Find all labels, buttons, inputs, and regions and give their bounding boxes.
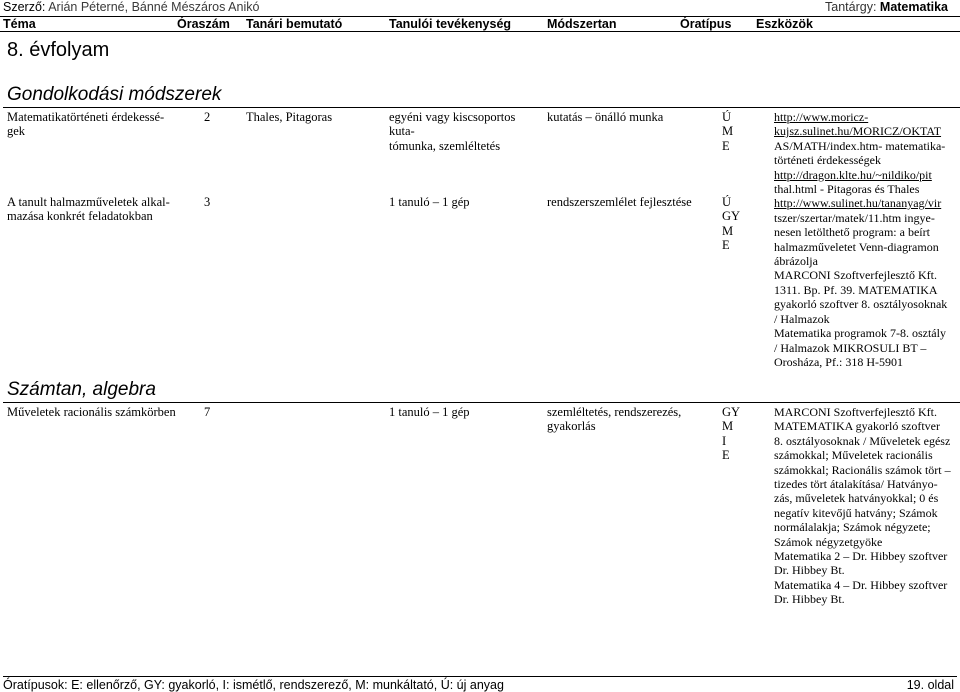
resource-line: Dr. Hibbey Bt. bbox=[774, 592, 845, 607]
row-type: Ú GY M E bbox=[722, 195, 741, 253]
grade-title: 8. évfolyam bbox=[7, 39, 110, 61]
resource-line: negatív kitevőjű hatvány; Számok bbox=[774, 505, 938, 520]
resources-list bbox=[774, 405, 960, 607]
subject-label: Tantárgy: bbox=[825, 0, 877, 14]
resource-line: 1311. Bp. Pf. 39. MATEMATIKA bbox=[774, 282, 938, 297]
column-header-type: Óratípus bbox=[680, 17, 732, 31]
row-method: szemléltetés, rendszerezés, gyakorlás bbox=[547, 405, 682, 434]
row-type: GY M I E bbox=[722, 405, 741, 463]
row-demo: 1 tanuló – 1 gép bbox=[389, 195, 470, 209]
lesson-type-legend: Óratípusok: E: ellenőrző, GY: gyakorló, I: ismétlő, rendszerező, M: munkáltató, Ú: új anyag bbox=[3, 678, 504, 692]
resource-line: tizedes tört átalakítása/ Hatványo- bbox=[774, 477, 938, 492]
row-method: kutatás – önálló munka bbox=[547, 110, 664, 124]
row-demo: Thales, Pitagoras bbox=[246, 110, 333, 124]
row-demo: 1 tanuló – 1 gép bbox=[389, 405, 470, 419]
resource-line: Orosháza, Pf.: 318 H-5901 bbox=[774, 354, 903, 369]
column-header-method: Módszertan bbox=[547, 17, 617, 31]
section-divider bbox=[3, 107, 960, 108]
row-hours: 3 bbox=[204, 195, 211, 209]
resource-line: számokkal; Racionális számok tört – bbox=[774, 462, 951, 477]
resource-line: thal.html - Pitagoras és Thales bbox=[774, 182, 920, 197]
footer-divider bbox=[3, 676, 957, 677]
column-header-bar bbox=[0, 16, 960, 32]
resource-line: MATEMATIKA gyakorló szoftver bbox=[774, 419, 940, 434]
resource-line: Matematika programok 7-8. osztály bbox=[774, 326, 946, 341]
column-header-hours: Óraszám bbox=[177, 17, 230, 31]
resource-line: / Halmazok bbox=[774, 311, 830, 326]
column-header-activity: Tanulói tevékenység bbox=[389, 17, 512, 31]
resource-line: Dr. Hibbey Bt. bbox=[774, 563, 845, 578]
row-topic: A tanult halmazműveletek alkal- mazása konkrét feladatokban bbox=[7, 195, 170, 224]
resource-line: Számok négyzetgyöke bbox=[774, 534, 883, 549]
resource-link[interactable]: http://www.moricz- bbox=[774, 110, 869, 124]
resource-link[interactable]: http://dragon.klte.hu/~nildiko/pit bbox=[774, 167, 932, 182]
page-number: 19. oldal bbox=[906, 678, 954, 692]
author-value: Arián Péterné, Bánné Mészáros Anikó bbox=[48, 0, 260, 14]
row-topic: Matematikatörténeti érdekessé- gek bbox=[7, 110, 165, 139]
section-title-arithmetic-algebra: Számtan, algebra bbox=[7, 379, 156, 400]
author-line bbox=[3, 0, 259, 14]
resource-link[interactable]: kujsz.sulinet.hu/MORICZ/OKTAT bbox=[774, 124, 942, 139]
subject-value: Matematika bbox=[879, 0, 948, 14]
resource-link[interactable]: http://www.sulinet.hu/tananyag/vir bbox=[774, 196, 942, 211]
resource-line: számokkal; Műveletek racionális bbox=[774, 448, 933, 463]
resource-line: MARCONI Szoftverfejlesztő Kft. bbox=[774, 268, 937, 283]
row-hours: 7 bbox=[204, 405, 211, 419]
row-type: Ú M E bbox=[722, 110, 734, 153]
subject-line bbox=[825, 0, 948, 14]
section-title-thinking-methods: Gondolkodási módszerek bbox=[7, 84, 222, 105]
resource-line: 8. osztályosoknak / Műveletek egész bbox=[774, 433, 951, 448]
resource-line: MARCONI Szoftverfejlesztő Kft. bbox=[774, 405, 937, 419]
author-label: Szerző: bbox=[3, 0, 46, 14]
resource-line: Matematika 2 – Dr. Hibbey szoftver bbox=[774, 549, 948, 564]
resource-line: tszer/szertar/matek/11.htm ingye- bbox=[774, 210, 935, 225]
resource-line: nesen letölthető program: a beírt bbox=[774, 225, 930, 240]
resources-list bbox=[774, 110, 960, 369]
resource-line: zás, műveletek hatványokkal; 0 és bbox=[774, 491, 939, 506]
resource-line: ábrázolja bbox=[774, 254, 818, 269]
resource-line: AS/MATH/index.htm- matematika- bbox=[774, 138, 946, 153]
row-topic: Műveletek racionális számkörben bbox=[7, 405, 176, 419]
resource-line: halmazműveletet Venn-diagramon bbox=[774, 239, 939, 254]
resource-line: normálalakja; Számok négyzete; bbox=[774, 520, 931, 535]
column-header-topic: Téma bbox=[3, 17, 36, 31]
row-hours: 2 bbox=[204, 110, 211, 124]
resource-line: történeti érdekességek bbox=[774, 153, 881, 168]
row-method: rendszerszemlélet fejlesztése bbox=[547, 195, 692, 209]
column-header-tools: Eszközök bbox=[756, 17, 813, 31]
column-header-demo: Tanári bemutató bbox=[246, 17, 343, 31]
resource-line: / Halmazok MIKROSULI BT – bbox=[774, 340, 927, 355]
section-divider bbox=[3, 402, 960, 403]
row-activity: egyéni vagy kiscsoportos kuta- tómunka, szemléltetés bbox=[389, 110, 516, 153]
resource-line: Matematika 4 – Dr. Hibbey szoftver bbox=[774, 577, 948, 592]
resource-line: gyakorló szoftver 8. osztályosoknak bbox=[774, 297, 948, 312]
